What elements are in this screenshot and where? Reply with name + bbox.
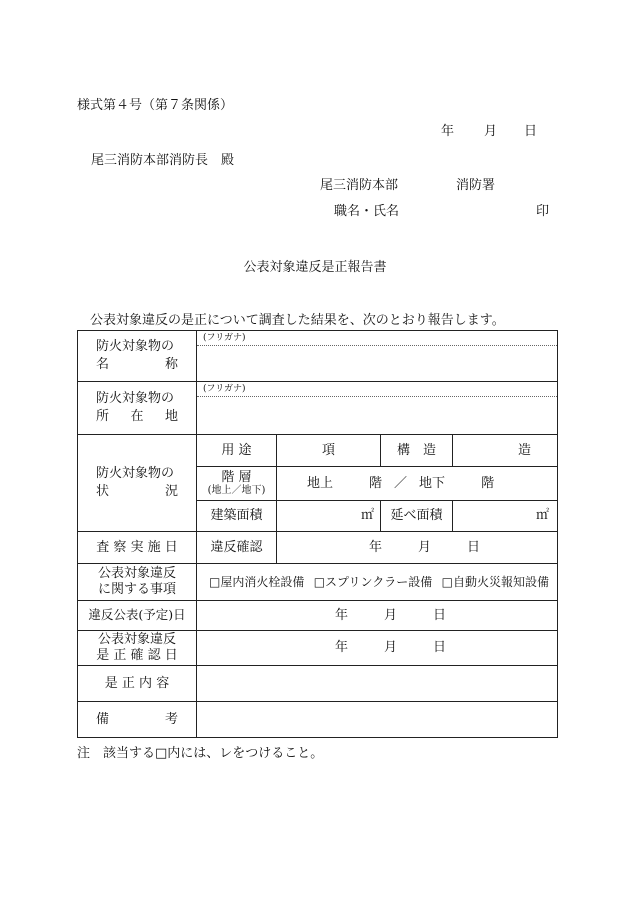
correction-confirm-label: 公表対象違反 是 正 確 認 日 — [78, 631, 197, 666]
publish-day-unit: 日 — [433, 607, 447, 623]
object-name-label: 防火対象物の 名 称 — [78, 331, 197, 382]
row-object-name — [78, 331, 558, 382]
date-month-label: 月 — [484, 124, 498, 139]
intro-text: 公表対象違反の是正について調査した結果を、次のとおり報告します。 — [90, 313, 505, 328]
confirm-year-unit: 年 — [335, 640, 349, 656]
report-table — [77, 330, 558, 738]
fire-alarm-checkbox[interactable]: □自動火災報知設備 — [441, 574, 549, 589]
correction-content-field[interactable] — [197, 666, 558, 702]
date-month-unit: 月 — [418, 539, 432, 555]
row-use-structure — [78, 435, 558, 467]
document-title: 公表対象違反是正報告書 — [243, 260, 387, 275]
row-remarks — [78, 702, 558, 738]
date-year-label: 年 — [441, 124, 455, 139]
object-name-field[interactable] — [197, 331, 558, 382]
form-number: 様式第４号（第７条関係） — [77, 98, 234, 113]
date-day-label: 日 — [524, 124, 538, 139]
publish-date-field[interactable] — [197, 601, 558, 631]
building-area-field[interactable] — [277, 501, 381, 532]
furigana-label: (フリガナ) — [197, 331, 557, 346]
violation-confirm-label: 違反確認 — [197, 532, 277, 564]
total-area-label: 延べ面積 — [381, 501, 453, 532]
confirm-month-unit: 月 — [384, 640, 398, 656]
row-correction-confirm — [78, 631, 558, 666]
confirm-day-unit: 日 — [433, 640, 447, 656]
floors-below-label: 地下 — [419, 475, 446, 491]
footnote: 注 該当する□内には、レをつけること。 — [77, 746, 324, 761]
building-area-unit: ㎡ — [360, 508, 374, 524]
date-year-unit: 年 — [369, 539, 383, 555]
row-object-location — [78, 382, 558, 435]
dept-name: 尾三消防本部 — [320, 178, 399, 193]
furigana-label: (フリガナ) — [197, 382, 557, 397]
correction-confirm-date-field[interactable] — [197, 631, 558, 666]
row-violation-matters — [78, 564, 558, 601]
structure-unit: 造 — [518, 442, 532, 458]
structure-field[interactable] — [453, 435, 558, 467]
floors-field[interactable] — [277, 467, 558, 501]
violation-matters-label: 公表対象違反 に関する事項 — [78, 564, 197, 601]
seal-mark: 印 — [536, 204, 550, 219]
use-field[interactable] — [277, 435, 381, 467]
total-area-field[interactable] — [453, 501, 558, 532]
floors-sublabel: (地上／地下) — [207, 485, 266, 497]
addressee: 尾三消防本部消防長 殿 — [91, 153, 235, 168]
row-publish-date — [78, 601, 558, 631]
row-correction-content — [78, 666, 558, 702]
floors-label: 階 層 (地上／地下) — [197, 467, 277, 501]
remarks-field[interactable] — [197, 702, 558, 738]
total-area-unit: ㎡ — [536, 508, 550, 524]
name-label: 職名・氏名 — [334, 204, 400, 219]
violation-matters-field — [197, 564, 558, 601]
row-inspection — [78, 532, 558, 564]
floors-above-label: 地上 — [307, 475, 334, 491]
object-location-label: 防火対象物の 所 在 地 — [78, 382, 197, 435]
floors-below-unit: 階 — [481, 475, 495, 491]
floors-separator: ／ — [394, 475, 408, 491]
use-unit: 項 — [321, 442, 335, 458]
use-label: 用 途 — [197, 435, 277, 467]
inspection-date-label: 査 察 実 施 日 — [78, 532, 197, 564]
sprinkler-checkbox[interactable]: □スプリンクラー設備 — [313, 574, 433, 589]
object-location-field[interactable] — [197, 382, 558, 435]
indoor-hydrant-checkbox[interactable]: □屋内消火栓設備 — [209, 574, 305, 589]
date-day-unit: 日 — [467, 539, 481, 555]
floors-above-unit: 階 — [369, 475, 383, 491]
publish-month-unit: 月 — [384, 607, 398, 623]
correction-content-label: 是 正 内 容 — [78, 666, 197, 702]
structure-label: 構 造 — [381, 435, 453, 467]
object-status-label: 防火対象物の 状 況 — [78, 435, 197, 532]
building-area-label: 建築面積 — [197, 501, 277, 532]
remarks-label: 備 考 — [78, 702, 197, 738]
station-suffix: 消防署 — [456, 178, 496, 193]
publish-year-unit: 年 — [335, 607, 349, 623]
violation-confirm-date-field[interactable] — [277, 532, 558, 564]
publish-date-label: 違反公表(予定)日 — [78, 601, 197, 631]
